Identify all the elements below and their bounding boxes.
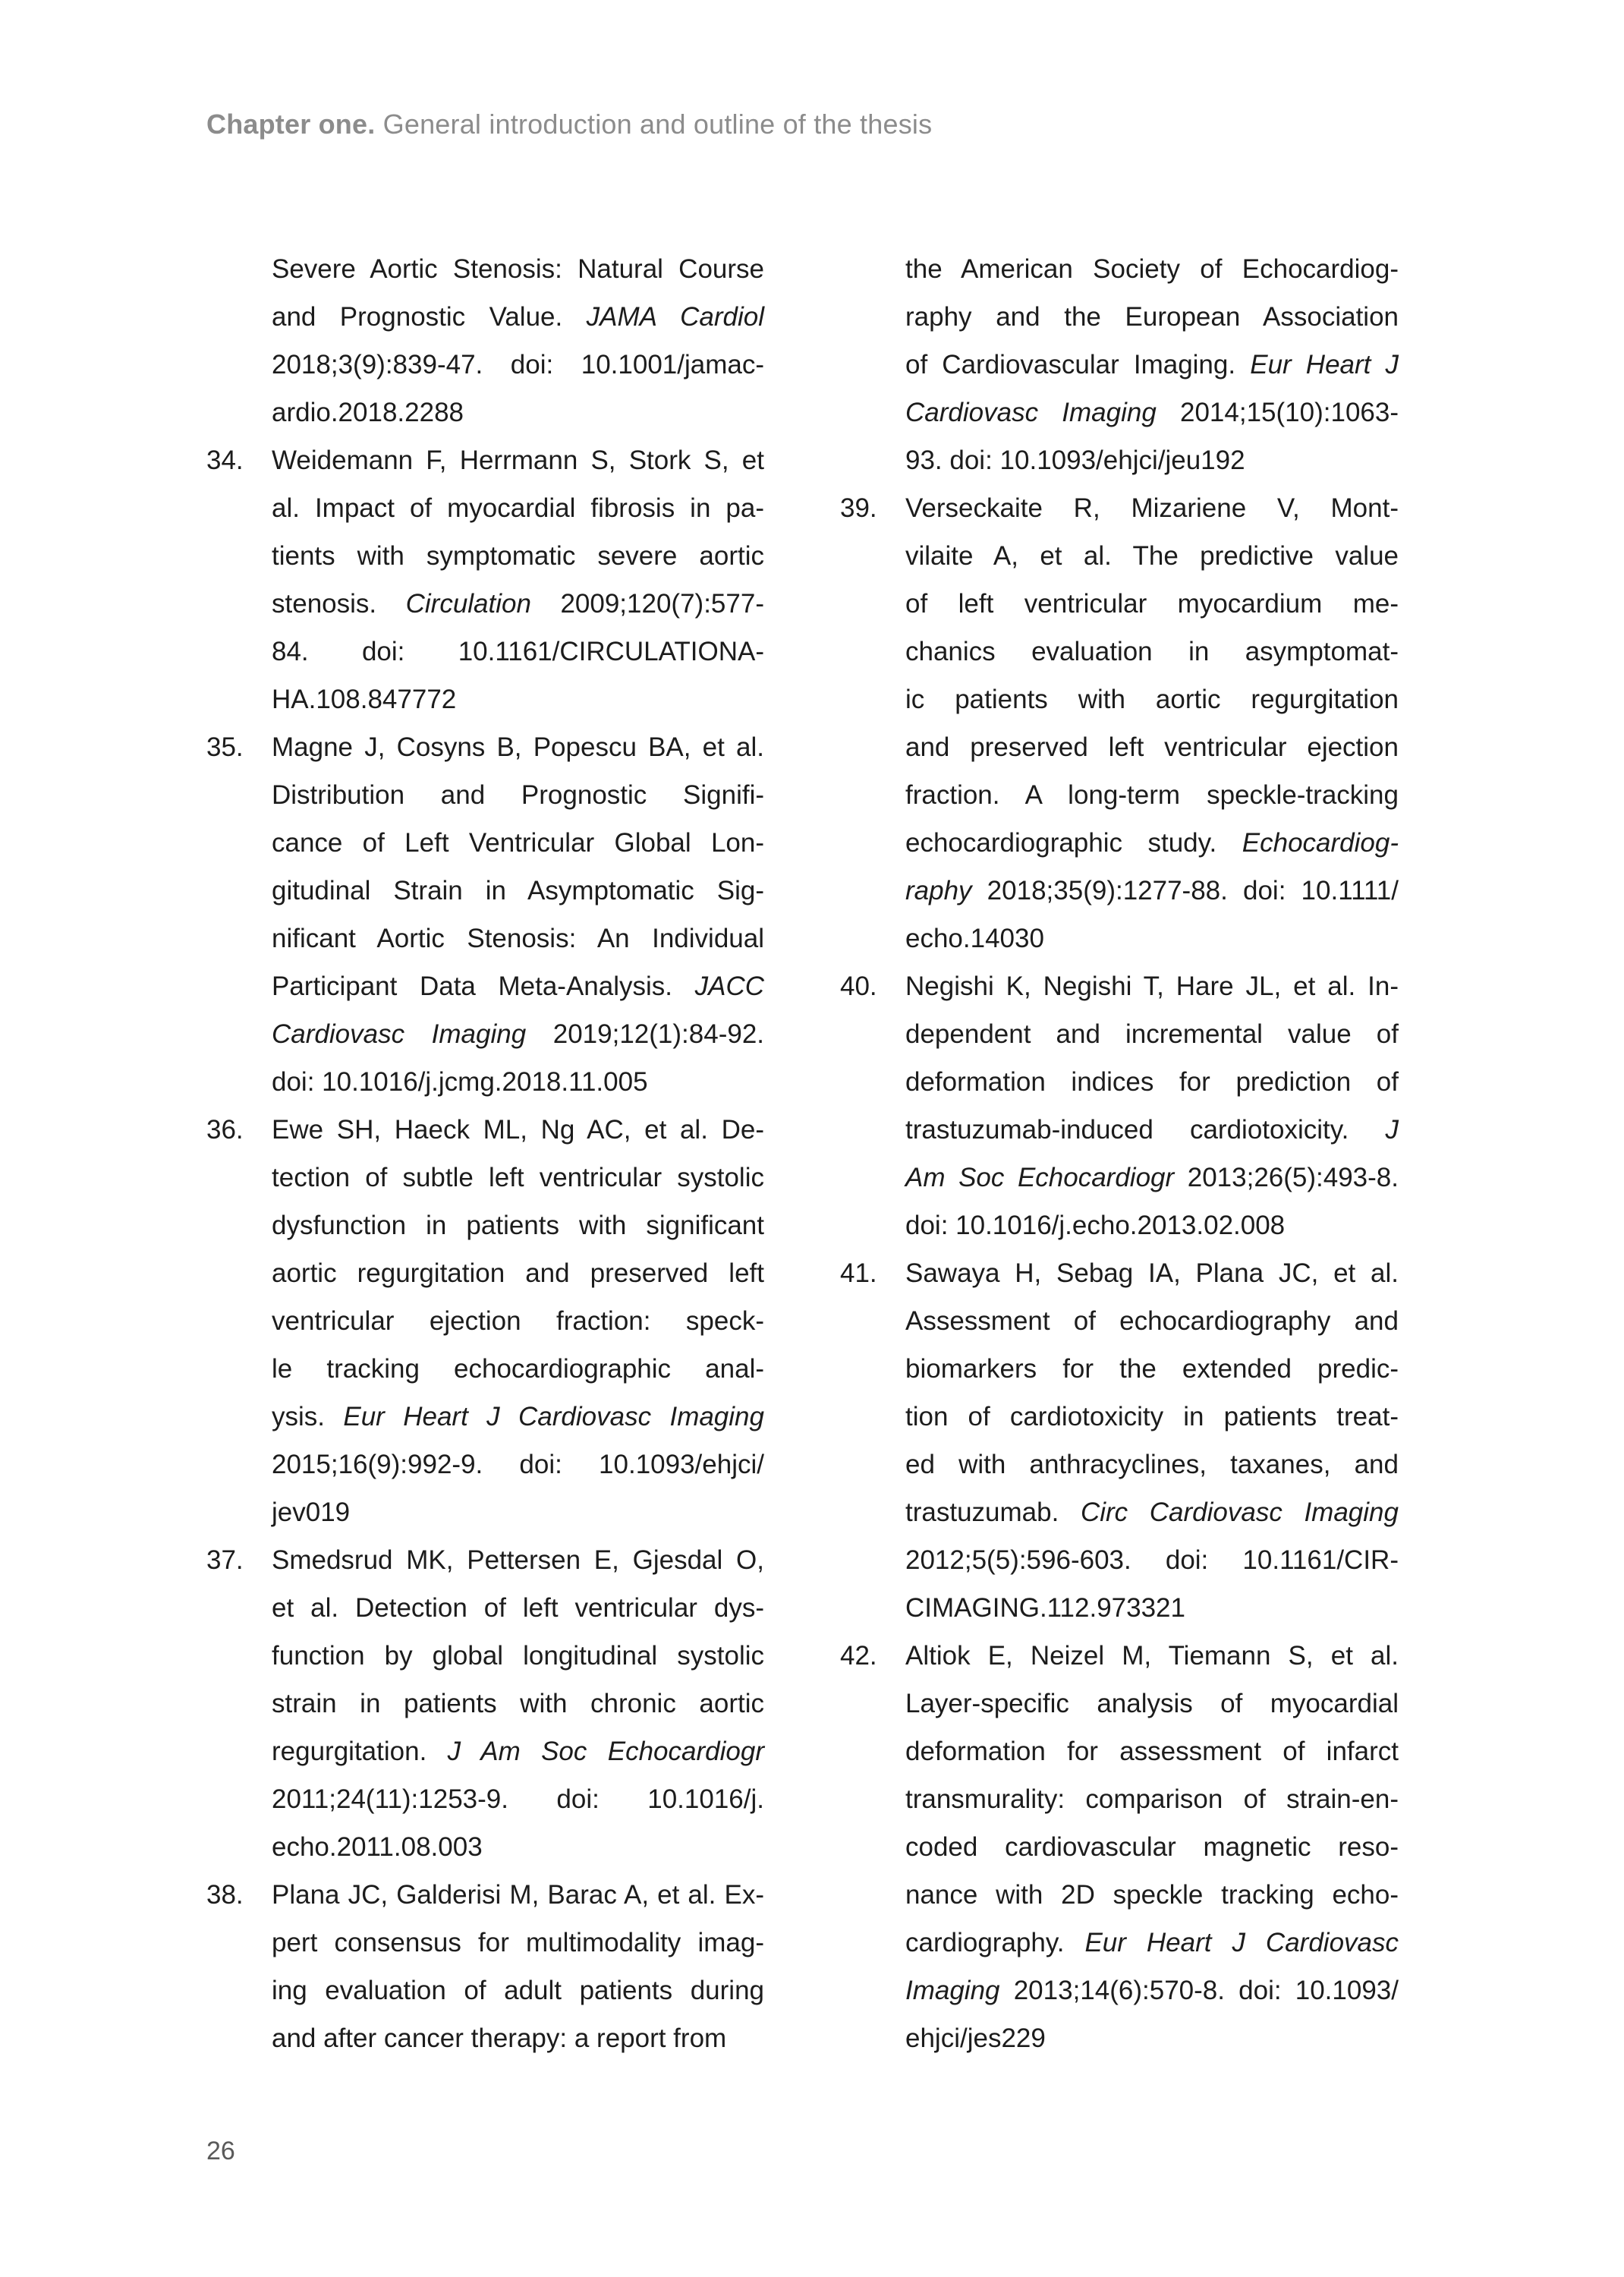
reference-entry (206, 1536, 764, 1871)
reference-number: 38. (206, 1880, 244, 1910)
journal-title: Eur Heart J Cardiovasc (1084, 1928, 1399, 1957)
reference-line (905, 1823, 1399, 1871)
reference-entry (840, 245, 1399, 484)
reference-entry (206, 1106, 764, 1536)
citation-text: biomarkers for the extended predic- (905, 1354, 1399, 1384)
reference-number: 34. (206, 446, 244, 475)
reference-line (272, 1249, 764, 1297)
citation-text: 2014;15(10):1063- (1156, 398, 1399, 427)
citation-text: raphy and the European Association (905, 302, 1399, 332)
citation-text: cardiography. (905, 1928, 1085, 1957)
reference-line (905, 1632, 1399, 1680)
reference-line (272, 676, 764, 723)
citation-text: echo.14030 (905, 924, 1044, 953)
reference-line (905, 1919, 1399, 1967)
journal-title: J (1385, 1115, 1399, 1145)
reference-line (905, 819, 1399, 867)
citation-text: trastuzumab-induced cardiotoxicity. (905, 1115, 1386, 1145)
reference-line (905, 1393, 1399, 1441)
journal-title: JAMA Cardiol (586, 302, 764, 332)
citation-text: 2013;14(6):570-8. doi: 10.1093/ (999, 1976, 1399, 2005)
reference-text (272, 723, 764, 1106)
reference-entry (840, 1249, 1399, 1632)
reference-line (905, 676, 1399, 723)
citation-text: fraction. A long-term speckle-tracking (905, 780, 1399, 810)
citation-text: tients with symptomatic severe aortic (272, 541, 764, 571)
reference-line (905, 1345, 1399, 1393)
reference-line (905, 1441, 1399, 1488)
citation-text: ic patients with aortic regurgitation (905, 685, 1399, 714)
citation-text: ardio.2018.2288 (272, 398, 464, 427)
reference-line (272, 1871, 764, 1919)
citation-text: Negishi K, Negishi T, Hare JL, et al. In- (905, 972, 1399, 1001)
reference-line (905, 484, 1399, 532)
journal-title: J Am Soc Echocardiogr (447, 1737, 764, 1766)
reference-line (272, 723, 764, 771)
journal-title: Eur Heart J (1250, 350, 1399, 380)
citation-text: ing evaluation of adult patients during (272, 1976, 764, 2005)
citation-text: stenosis. (272, 589, 406, 619)
reference-column-left (206, 245, 764, 2062)
reference-line (905, 341, 1399, 389)
reference-line (272, 867, 764, 915)
citation-text: Altiok E, Neizel M, Tiemann S, et al. (905, 1641, 1399, 1671)
reference-number: 37. (206, 1545, 244, 1575)
reference-number: 41. (840, 1258, 877, 1288)
citation-text: 84. doi: 10.1161/CIRCULATIONA- (272, 637, 764, 666)
citation-text: regurgitation. (272, 1737, 448, 1766)
reference-text (272, 1871, 764, 2062)
reference-line (272, 1058, 764, 1106)
reference-line (272, 1727, 764, 1775)
reference-text (272, 1106, 764, 1536)
chapter-label: Chapter one. (206, 109, 376, 140)
reference-text (905, 1632, 1399, 2062)
citation-text: 2018;35(9):1277-88. doi: 10.1111/ (971, 876, 1399, 905)
citation-text: of left ventricular myocardium me- (905, 589, 1399, 619)
reference-line (905, 532, 1399, 580)
citation-text: tection of subtle left ventricular systolic (272, 1163, 764, 1192)
reference-line (905, 1967, 1399, 2014)
journal-title: Echocardiog- (1242, 828, 1399, 858)
reference-text (905, 1249, 1399, 1632)
citation-text: vilaite A, et al. The predictive value (905, 541, 1399, 571)
citation-text: 2019;12(1):84-92. (526, 1019, 765, 1049)
reference-line (905, 1536, 1399, 1584)
reference-number: 42. (840, 1641, 877, 1671)
reference-line (905, 1297, 1399, 1345)
citation-text: dysfunction in patients with significant (272, 1211, 764, 1240)
citation-text: and Prognostic Value. (272, 302, 587, 332)
reference-line (272, 1584, 764, 1632)
reference-line (272, 245, 764, 293)
citation-text: echocardiographic study. (905, 828, 1242, 858)
citation-text: nificant Aortic Stenosis: An Individual (272, 924, 764, 953)
citation-text: doi: 10.1016/j.jcmg.2018.11.005 (272, 1067, 648, 1097)
citation-text: et al. Detection of left ventricular dys- (272, 1593, 764, 1623)
citation-text: deformation indices for prediction of (905, 1067, 1399, 1097)
reference-line (272, 1919, 764, 1967)
citation-text: function by global longitudinal systolic (272, 1641, 764, 1671)
citation-text: HA.108.847772 (272, 685, 457, 714)
reference-entry (206, 245, 764, 436)
reference-text (905, 245, 1399, 484)
reference-line (905, 1249, 1399, 1297)
reference-line (272, 962, 764, 1010)
reference-line (272, 1536, 764, 1584)
reference-text (272, 436, 764, 723)
reference-line (272, 580, 764, 628)
citation-text: dependent and incremental value of (905, 1019, 1399, 1049)
reference-line (905, 771, 1399, 819)
citation-text: Plana JC, Galderisi M, Barac A, et al. Ex- (272, 1880, 764, 1910)
reference-line (272, 1967, 764, 2014)
citation-text: pert consensus for multimodality imag- (272, 1928, 764, 1957)
reference-line (272, 1441, 764, 1488)
reference-line (272, 1345, 764, 1393)
reference-line (272, 819, 764, 867)
citation-text: and preserved left ventricular ejection (905, 732, 1399, 762)
journal-title: Am Soc Echocardiogr (905, 1163, 1175, 1192)
citation-text: Sawaya H, Sebag IA, Plana JC, et al. (905, 1258, 1399, 1288)
reference-entry (840, 962, 1399, 1249)
citation-text: strain in patients with chronic aortic (272, 1689, 764, 1718)
citation-text: the American Society of Echocardiog- (905, 254, 1399, 284)
citation-text: transmurality: comparison of strain-en- (905, 1784, 1399, 1814)
reference-entry (840, 1632, 1399, 2062)
reference-line (905, 1727, 1399, 1775)
reference-line (905, 2014, 1399, 2062)
journal-title: raphy (905, 876, 972, 905)
page-number: 26 (206, 2137, 235, 2165)
reference-text (272, 1536, 764, 1871)
citation-text: CIMAGING.112.973321 (905, 1593, 1185, 1623)
reference-entry (206, 436, 764, 723)
journal-title: JACC (694, 972, 764, 1001)
citation-text: gitudinal Strain in Asymptomatic Sig- (272, 876, 764, 905)
reference-line (272, 1680, 764, 1727)
reference-line (272, 341, 764, 389)
reference-line (905, 580, 1399, 628)
reference-line (905, 628, 1399, 676)
reference-line (272, 1823, 764, 1871)
citation-text: 2018;3(9):839-47. doi: 10.1001/jamac- (272, 350, 764, 380)
reference-line (272, 1632, 764, 1680)
citation-text: Weidemann F, Herrmann S, Stork S, et (272, 446, 764, 475)
citation-text: 2009;120(7):577- (530, 589, 764, 619)
citation-text: 2011;24(11):1253-9. doi: 10.1016/j. (272, 1784, 764, 1814)
citation-text: Assessment of echocardiography and (905, 1306, 1399, 1336)
reference-line (905, 723, 1399, 771)
reference-number: 40. (840, 972, 877, 1001)
reference-line (905, 1871, 1399, 1919)
reference-line (905, 962, 1399, 1010)
citation-text: ehjci/jes229 (905, 2023, 1046, 2053)
citation-text: trastuzumab. (905, 1498, 1081, 1527)
journal-title: Cardiovasc Imaging (272, 1019, 527, 1049)
reference-text (905, 484, 1399, 962)
citation-text: doi: 10.1016/j.echo.2013.02.008 (905, 1211, 1286, 1240)
reference-line (905, 389, 1399, 436)
citation-text: and after cancer therapy: a report from (272, 2023, 727, 2053)
citation-text: Severe Aortic Stenosis: Natural Course (272, 254, 764, 284)
reference-line (905, 245, 1399, 293)
reference-number: 35. (206, 732, 244, 762)
citation-text: 2012;5(5):596-603. doi: 10.1161/CIR- (905, 1545, 1399, 1575)
citation-text: al. Impact of myocardial fibrosis in pa- (272, 493, 764, 523)
citation-text: ed with anthracyclines, taxanes, and (905, 1450, 1399, 1479)
reference-entry (206, 723, 764, 1106)
citation-text: echo.2011.08.003 (272, 1832, 483, 1862)
citation-text: of Cardiovascular Imaging. (905, 350, 1251, 380)
reference-line (272, 1393, 764, 1441)
reference-line (272, 436, 764, 484)
reference-line (905, 436, 1399, 484)
citation-text: tion of cardiotoxicity in patients treat- (905, 1402, 1399, 1431)
reference-line (905, 1680, 1399, 1727)
citation-text: nance with 2D speckle tracking echo- (905, 1880, 1399, 1910)
citation-text: 93. doi: 10.1093/ehjci/jeu192 (905, 446, 1245, 475)
journal-title: Eur Heart J Cardiovasc Imaging (343, 1402, 764, 1431)
reference-line (272, 484, 764, 532)
reference-line (905, 293, 1399, 341)
citation-text: Distribution and Prognostic Signifi- (272, 780, 764, 810)
reference-line (272, 1201, 764, 1249)
citation-text: cance of Left Ventricular Global Lon- (272, 828, 764, 858)
journal-title: Cardiovasc Imaging (905, 398, 1157, 427)
citation-text: aortic regurgitation and preserved left (272, 1258, 764, 1288)
reference-line (272, 915, 764, 962)
reference-line (272, 293, 764, 341)
citation-text: Magne J, Cosyns B, Popescu BA, et al. (272, 732, 764, 762)
journal-title: Circulation (405, 589, 531, 619)
reference-line (905, 1106, 1399, 1154)
journal-title: Circ Cardiovasc Imaging (1080, 1498, 1399, 1527)
reference-text (905, 962, 1399, 1249)
reference-line (905, 1488, 1399, 1536)
reference-line (272, 1010, 764, 1058)
citation-text: 2013;26(5):493-8. (1174, 1163, 1399, 1192)
citation-text: Ewe SH, Haeck ML, Ng AC, et al. De- (272, 1115, 764, 1145)
citation-text: Verseckaite R, Mizariene V, Mont- (905, 493, 1399, 523)
citation-text: chanics evaluation in asymptomat- (905, 637, 1399, 666)
reference-line (272, 1154, 764, 1201)
journal-title: Imaging (905, 1976, 1000, 2005)
chapter-title: General introduction and outline of the thesis (375, 109, 933, 140)
reference-line (272, 2014, 764, 2062)
citation-text: Participant Data Meta-Analysis. (272, 972, 695, 1001)
reference-column-right (840, 245, 1399, 2062)
citation-text: deformation for assessment of infarct (905, 1737, 1399, 1766)
reference-text (272, 245, 764, 436)
reference-line (905, 1058, 1399, 1106)
citation-text: 2015;16(9):992-9. doi: 10.1093/ehjci/ (272, 1450, 764, 1479)
reference-line (272, 771, 764, 819)
reference-line (272, 1488, 764, 1536)
reference-line (905, 1010, 1399, 1058)
reference-number: 36. (206, 1115, 244, 1145)
citation-text: ventricular ejection fraction: speck- (272, 1306, 764, 1336)
reference-line (905, 1775, 1399, 1823)
citation-text: le tracking echocardiographic anal- (272, 1354, 764, 1384)
reference-line (272, 628, 764, 676)
citation-text: jev019 (272, 1498, 351, 1527)
reference-line (272, 389, 764, 436)
running-header (206, 108, 932, 141)
reference-number: 39. (840, 493, 877, 523)
reference-line (905, 1154, 1399, 1201)
reference-line (905, 1201, 1399, 1249)
citation-text: ysis. (272, 1402, 344, 1431)
reference-line (272, 1297, 764, 1345)
reference-line (905, 867, 1399, 915)
reference-entry (840, 484, 1399, 962)
citation-text: coded cardiovascular magnetic reso- (905, 1832, 1399, 1862)
reference-line (272, 532, 764, 580)
reference-line (272, 1775, 764, 1823)
reference-entry (206, 1871, 764, 2062)
reference-line (905, 1584, 1399, 1632)
citation-text: Layer-specific analysis of myocardial (905, 1689, 1399, 1718)
citation-text: Smedsrud MK, Pettersen E, Gjesdal O, (272, 1545, 764, 1575)
reference-line (905, 915, 1399, 962)
reference-line (272, 1106, 764, 1154)
